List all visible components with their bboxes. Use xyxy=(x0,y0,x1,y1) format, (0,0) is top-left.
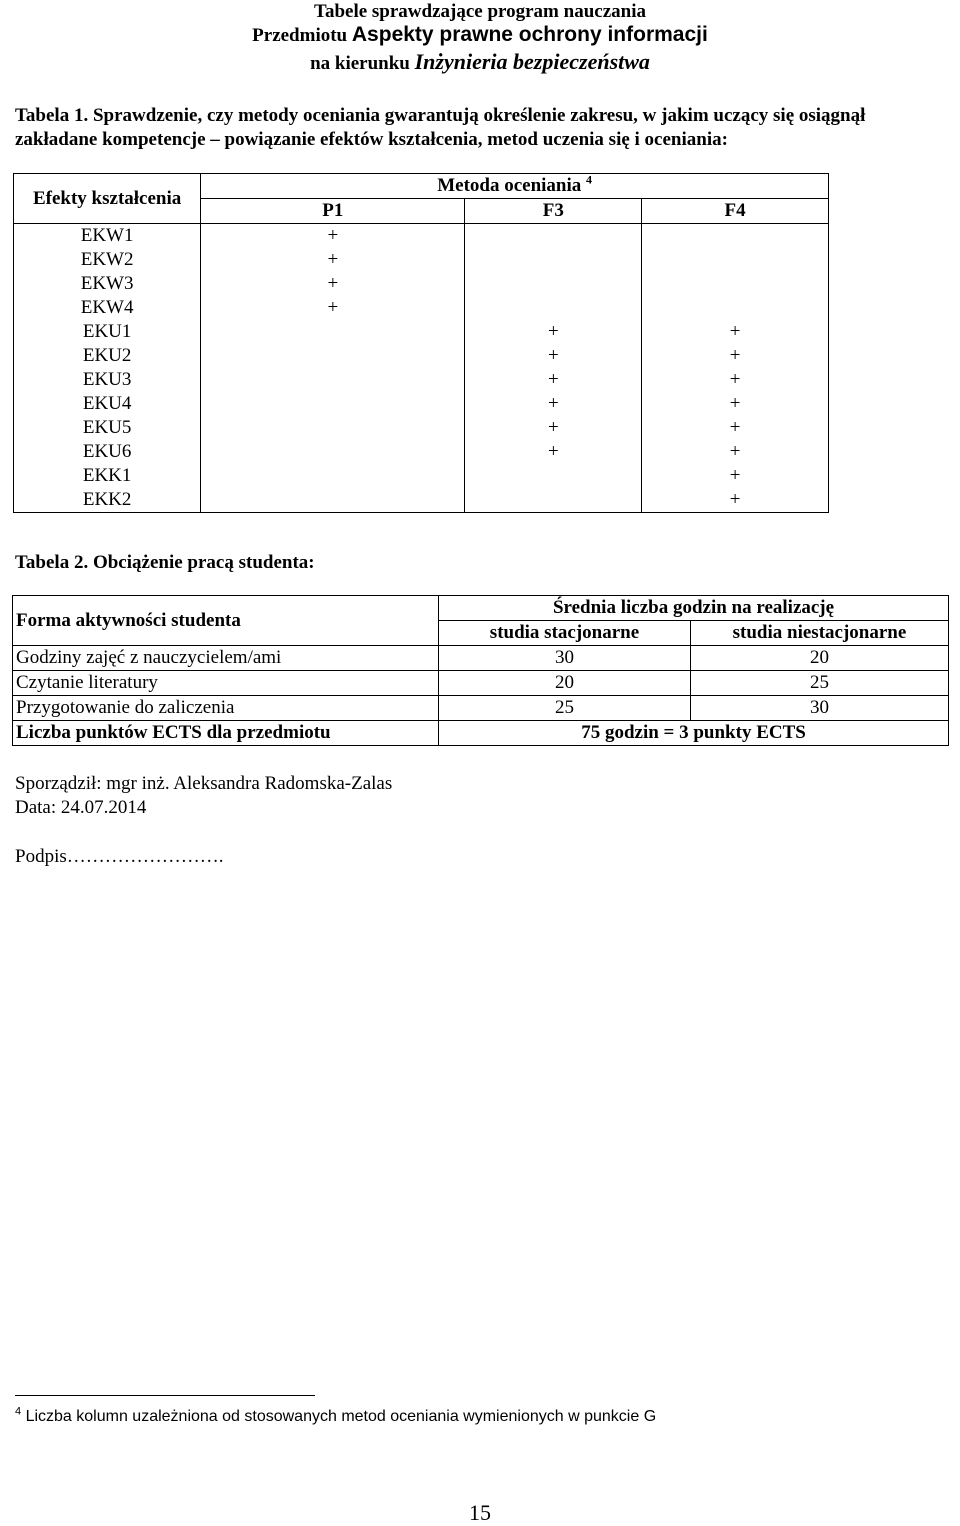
table2-row xyxy=(13,646,949,671)
footnote-separator xyxy=(15,1395,315,1396)
table1-caption-line1: Tabela 1. Sprawdzenie, czy metody oceniania gwarantują określenie zakresu, w jakim uczący się osiągnął xyxy=(15,105,866,126)
f3-cell xyxy=(465,248,642,272)
p1-cell xyxy=(201,368,465,392)
table1-row xyxy=(14,416,829,440)
table2-caption: Tabela 2. Obciążenie pracą studenta: xyxy=(15,552,315,573)
activity-column-header: Forma aktywności studenta xyxy=(13,596,439,646)
subject-prefix: Przedmiotu xyxy=(252,25,352,46)
effects-column-header: Efekty kształcenia xyxy=(14,174,201,224)
effect-cell: EKU3 xyxy=(14,368,201,392)
effect-cell: EKW1 xyxy=(14,224,201,249)
field-line xyxy=(0,50,960,76)
table1-row xyxy=(14,344,829,368)
table1-row xyxy=(14,320,829,344)
f4-cell xyxy=(642,272,829,296)
f3-cell: + xyxy=(465,392,642,416)
effect-cell: EKW2 xyxy=(14,248,201,272)
f3-cell: + xyxy=(465,416,642,440)
p1-cell xyxy=(201,320,465,344)
p1-cell xyxy=(201,464,465,488)
page-number: 15 xyxy=(469,1500,491,1525)
table2-row xyxy=(13,696,949,721)
effect-cell: EKK2 xyxy=(14,488,201,513)
p1-cell: + xyxy=(201,272,465,296)
f4-cell: + xyxy=(642,344,829,368)
table1-row xyxy=(14,392,829,416)
f4-cell xyxy=(642,248,829,272)
part-time-hours-cell: 25 xyxy=(690,671,948,696)
p1-cell xyxy=(201,392,465,416)
table1-row xyxy=(14,272,829,296)
p1-cell: + xyxy=(201,248,465,272)
ects-row xyxy=(13,721,949,746)
ects-value: 75 godzin = 3 punkty ECTS xyxy=(439,721,949,746)
f3-cell: + xyxy=(465,320,642,344)
p1-cell: + xyxy=(201,296,465,320)
effect-cell: EKW3 xyxy=(14,272,201,296)
table1-header-row xyxy=(14,174,829,199)
method-f4-header: F4 xyxy=(642,199,829,224)
footnote-ref: 4 xyxy=(586,172,593,187)
f3-cell xyxy=(465,224,642,249)
f3-cell: + xyxy=(465,440,642,464)
field-prefix: na kierunku xyxy=(310,53,415,74)
activity-cell: Przygotowanie do zaliczenia xyxy=(13,696,439,721)
table1-row xyxy=(14,368,829,392)
table2-row xyxy=(13,671,949,696)
full-time-header: studia stacjonarne xyxy=(439,621,691,646)
f3-cell: + xyxy=(465,344,642,368)
assessment-methods-table xyxy=(13,173,829,513)
f4-cell: + xyxy=(642,488,829,513)
activity-cell: Godziny zajęć z nauczycielem/ami xyxy=(13,646,439,671)
table1-row xyxy=(14,464,829,488)
part-time-hours-cell: 30 xyxy=(690,696,948,721)
effect-cell: EKU6 xyxy=(14,440,201,464)
effect-cell: EKU2 xyxy=(14,344,201,368)
p1-cell xyxy=(201,344,465,368)
hours-column-header: Średnia liczba godzin na realizację xyxy=(439,596,949,621)
f3-cell xyxy=(465,464,642,488)
method-column-header xyxy=(201,174,829,199)
footnote-text: Liczba kolumn uzależniona od stosowanych metod oceniania wymienionych w punkcie G xyxy=(21,1408,657,1425)
activity-cell: Czytanie literatury xyxy=(13,671,439,696)
table2-header-row xyxy=(13,596,949,621)
p1-cell xyxy=(201,488,465,513)
effect-cell: EKU1 xyxy=(14,320,201,344)
part-time-header: studia niestacjonarne xyxy=(690,621,948,646)
f4-cell xyxy=(642,224,829,249)
effect-cell: EKU4 xyxy=(14,392,201,416)
p1-cell xyxy=(201,416,465,440)
f3-cell xyxy=(465,296,642,320)
full-time-hours-cell: 20 xyxy=(439,671,691,696)
f4-cell: + xyxy=(642,392,829,416)
f3-cell xyxy=(465,488,642,513)
f3-cell xyxy=(465,272,642,296)
method-header-label: Metoda oceniania xyxy=(437,175,582,196)
f4-cell: + xyxy=(642,416,829,440)
ects-label: Liczba punktów ECTS dla przedmiotu xyxy=(13,721,439,746)
method-p1-header: P1 xyxy=(201,199,465,224)
document-date: Data: 24.07.2014 xyxy=(15,797,147,818)
subject-line xyxy=(0,23,960,48)
effect-cell: EKW4 xyxy=(14,296,201,320)
field-name: Inżynieria bezpieczeństwa xyxy=(414,49,650,74)
p1-cell xyxy=(201,440,465,464)
table1-caption-line2: zakładane kompetencje – powiązanie efektów kształcenia, metod uczenia się i oceniania: xyxy=(15,129,728,150)
student-workload-table xyxy=(12,595,949,746)
prepared-by: Sporządził: mgr inż. Aleksandra Radomska-Zalas xyxy=(15,773,393,794)
f4-cell: + xyxy=(642,464,829,488)
f3-cell: + xyxy=(465,368,642,392)
part-time-hours-cell: 20 xyxy=(690,646,948,671)
table1-row xyxy=(14,440,829,464)
subject-name: Aspekty prawne ochrony informacji xyxy=(351,23,708,46)
table1-row xyxy=(14,296,829,320)
f4-cell: + xyxy=(642,320,829,344)
p1-cell: + xyxy=(201,224,465,249)
table1-row xyxy=(14,488,829,513)
table1-row xyxy=(14,248,829,272)
full-time-hours-cell: 30 xyxy=(439,646,691,671)
footnote xyxy=(15,1406,656,1428)
method-f3-header: F3 xyxy=(465,199,642,224)
f4-cell: + xyxy=(642,368,829,392)
signature-line: Podpis……………………. xyxy=(15,846,224,867)
full-time-hours-cell: 25 xyxy=(439,696,691,721)
document-title: Tabele sprawdzające program nauczania xyxy=(314,1,646,22)
table1-row xyxy=(14,224,829,249)
effect-cell: EKK1 xyxy=(14,464,201,488)
f4-cell: + xyxy=(642,440,829,464)
effect-cell: EKU5 xyxy=(14,416,201,440)
f4-cell xyxy=(642,296,829,320)
footnote-number: 4 xyxy=(15,1405,22,1418)
